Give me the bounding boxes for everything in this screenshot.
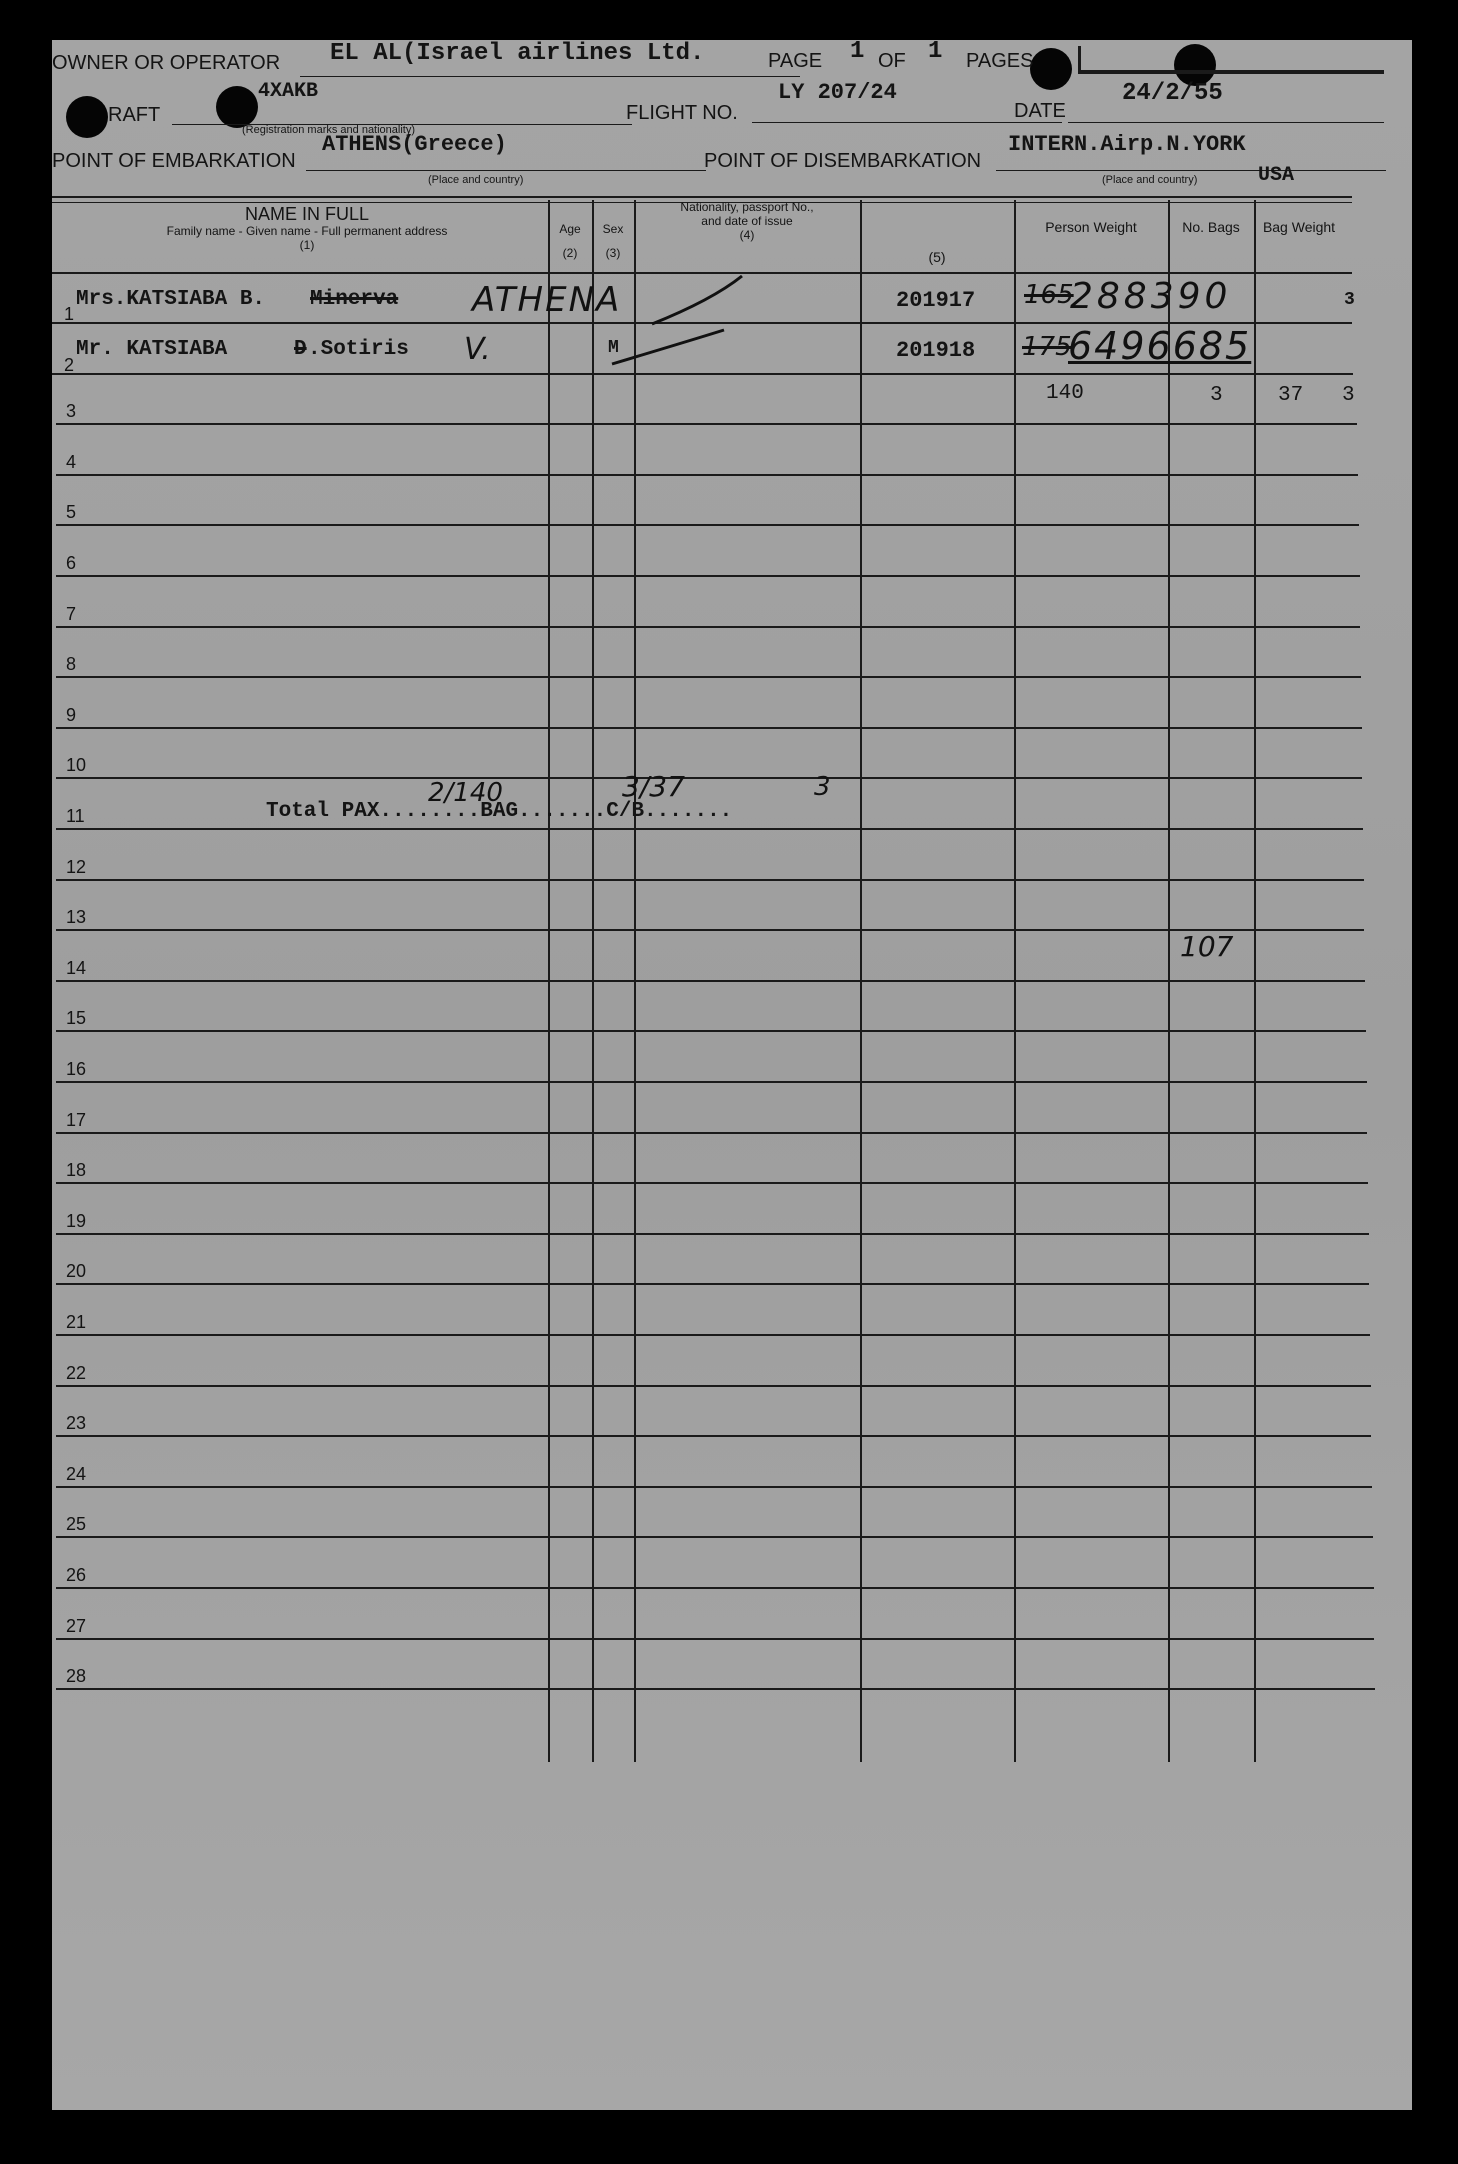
punch-hole (216, 86, 258, 128)
row1-name: Mrs.KATSIABA B. (76, 288, 266, 311)
punch-hole (66, 96, 108, 138)
registration-caption: (Registration marks and nationality) (242, 124, 416, 136)
row1-hand-note: ATHENA (472, 280, 622, 320)
row-line (56, 1435, 1371, 1437)
col-name-title: NAME IN FULL (244, 204, 370, 224)
embark-label: POINT OF EMBARKATION (52, 150, 296, 172)
row2-sex: M (608, 338, 619, 358)
disembark-country: USA (1258, 164, 1295, 187)
row-line (56, 929, 1364, 931)
row-line (52, 373, 1353, 375)
row-number: 22 (66, 1362, 87, 1383)
embark-caption: (Place and country) (428, 174, 524, 186)
row-number: 3 (66, 401, 77, 422)
row-line (56, 676, 1361, 678)
row2-name-hand: V. (464, 332, 491, 367)
row-number: 13 (66, 907, 87, 928)
flight-label: FLIGHT NO. (626, 102, 738, 124)
row-number: 20 (66, 1261, 87, 1282)
row1-weight-hand: 288390 (1070, 276, 1232, 317)
aircraft-label: RAFT (108, 104, 161, 126)
row-number: 17 (66, 1109, 87, 1130)
totals-pax-hand: 2/140 (428, 778, 503, 808)
row-number: 4 (66, 451, 77, 472)
row1-pen-strokes (52, 40, 53, 41)
row-number: 8 (66, 654, 77, 675)
row-line (56, 980, 1365, 982)
row-line (56, 1536, 1373, 1538)
row3-person-weight: 140 (1046, 382, 1084, 405)
row-number: 23 (66, 1413, 87, 1434)
col-sex-num: (3) (605, 246, 621, 260)
row1-extra: 3 (1344, 290, 1355, 310)
row-number: 6 (66, 553, 77, 573)
row-line (56, 474, 1358, 476)
row-number: 12 (66, 856, 87, 877)
row-number: 18 (66, 1160, 87, 1181)
row-line (56, 1587, 1374, 1589)
manifest-sheet (52, 40, 1412, 2110)
row-number: 15 (66, 1008, 87, 1029)
aircraft-value: 4XAKB (258, 80, 319, 103)
row-number: 16 (66, 1059, 87, 1079)
row-line (56, 727, 1362, 729)
col-no-bags: No. Bags (1182, 219, 1240, 235)
row2-weight-struck: 175 (1022, 332, 1072, 362)
row-line (56, 1283, 1369, 1285)
row3-bags: 3 (1210, 384, 1223, 407)
row-number: 28 (66, 1666, 87, 1687)
row2-ticket: 201918 (896, 338, 976, 363)
col-age-num: (2) (562, 246, 578, 260)
row-line (56, 1486, 1372, 1488)
date-label: DATE (1014, 100, 1066, 122)
owner-value: EL AL(Israel airlines Ltd. (330, 40, 705, 67)
owner-label: OWNER OR OPERATOR (52, 52, 281, 74)
of-label: OF (878, 50, 906, 72)
date-value: 24/2/55 (1122, 80, 1223, 107)
col-age: Age (559, 222, 581, 236)
totals-bag-hand: 3/37 (622, 770, 685, 803)
flight-value: LY 207/24 (778, 80, 897, 105)
totals-line: Total PAX........BAG.......C/B....... (266, 800, 733, 823)
row-number: 10 (66, 755, 87, 776)
row-number: 5 (66, 502, 77, 523)
row-line (56, 575, 1360, 577)
row2-name-struck: D (294, 338, 307, 361)
col-name-num: (1) (299, 238, 315, 252)
row-line (56, 1081, 1367, 1083)
row-number: 1 (64, 304, 75, 324)
row3-extra: 3 (1342, 384, 1355, 407)
totals-cb-hand: 3 (814, 772, 831, 802)
col-person-weight: Person Weight (1045, 219, 1137, 235)
embark-value: ATHENS(Greece) (322, 132, 507, 157)
row1-ticket: 201917 (896, 288, 976, 313)
row-line (56, 524, 1359, 526)
row2-name-rest: .Sotiris (308, 338, 409, 361)
row-number: 24 (66, 1463, 87, 1484)
row1-weight-struck: 165 (1024, 280, 1074, 310)
row-number: 19 (66, 1210, 87, 1231)
row-line (56, 777, 1362, 779)
row-line (56, 1182, 1368, 1184)
row-number: 25 (66, 1514, 87, 1535)
disembark-value: INTERN.Airp.N.YORK (1008, 132, 1246, 157)
row-number: 21 (66, 1312, 87, 1332)
row-line (56, 879, 1364, 881)
disembark-caption: (Place and country) (1102, 174, 1198, 186)
row-number: 9 (66, 704, 77, 725)
row-line (56, 1688, 1375, 1690)
row-line (56, 1638, 1374, 1640)
page-label: PAGE (768, 50, 823, 72)
pages-label: PAGES (966, 50, 1034, 72)
row-number: 7 (66, 603, 77, 624)
col-bag-weight: Bag Weight (1262, 219, 1336, 235)
row-line (56, 423, 1357, 425)
row-number: 27 (66, 1615, 87, 1636)
row-line (56, 1030, 1366, 1032)
row-number: 14 (66, 957, 87, 978)
row2-weight-hand: 6496685 (1068, 324, 1252, 368)
row-line (56, 828, 1363, 830)
row1-name-struck: Minerva (310, 288, 399, 311)
row-number: 11 (66, 806, 85, 826)
of-value: 1 (928, 38, 943, 65)
row3-bag-weight: 37 (1278, 384, 1304, 407)
row-line (56, 1132, 1367, 1134)
row14-hand-note: 107 (1180, 930, 1234, 963)
row-line (56, 1385, 1371, 1387)
row-line (56, 1334, 1370, 1336)
row-line (56, 1233, 1369, 1235)
col-sex: Sex (602, 222, 624, 236)
row2-name: Mr. KATSIABA (76, 338, 228, 361)
col-name-sub: Family name - Given name - Full permanent address (166, 224, 448, 238)
page-value: 1 (850, 38, 865, 65)
col-nat: Nationality, passport No., and date of issue (680, 200, 814, 228)
row-number: 26 (66, 1565, 87, 1585)
col-5-num: (5) (928, 249, 946, 265)
punch-hole (1030, 48, 1072, 90)
col-nat-num: (4) (739, 228, 755, 242)
disembark-label: POINT OF DISEMBARKATION (704, 150, 982, 172)
row-line (56, 626, 1360, 628)
row-number: 2 (64, 354, 75, 375)
